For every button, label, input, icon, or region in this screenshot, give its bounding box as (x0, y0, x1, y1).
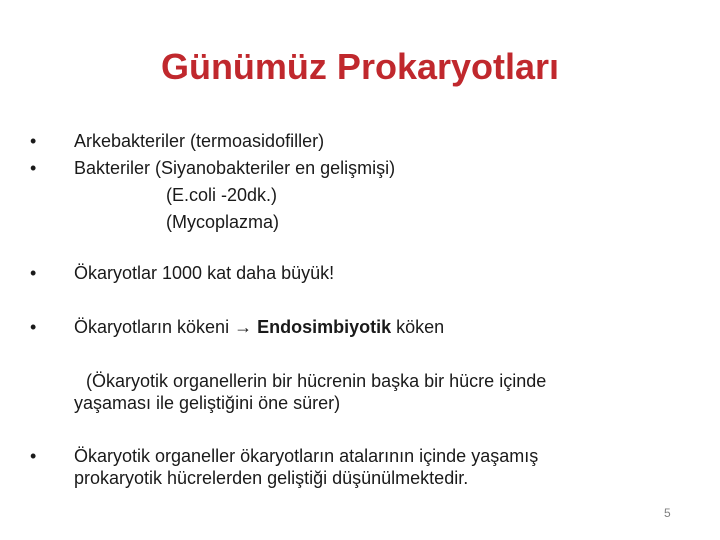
origin-suffix: köken (391, 317, 445, 337)
slide-title: Günümüz Prokaryotları (160, 46, 560, 87)
bullet-marker: • (30, 131, 37, 151)
organelle-line-1: Ökaryotik organeller ökaryotların atalarının içinde yaşamış (74, 446, 539, 466)
eukaryote-size-item: Ökaryotlar 1000 kat daha büyük! (74, 263, 335, 283)
note-line-2: yaşaması ile geliştiğini öne sürer) (74, 393, 341, 413)
origin-emphasis: Endosimbiyotik (257, 317, 392, 337)
ecoli-subitem: (E.coli -20dk.) (166, 185, 278, 205)
bacteria-item: Bakteriler (Siyanobakteriler en gelişmişi) (74, 158, 396, 178)
page-number: 5 (664, 506, 671, 520)
bullet-marker: • (30, 158, 37, 178)
mycoplasma-subitem: (Mycoplazma) (166, 212, 280, 232)
origin-prefix: Ökaryotların kökeni → (74, 317, 258, 337)
note-line-1: (Ökaryotik organellerin bir hücrenin başka bir hücre içinde (86, 371, 547, 391)
bullet-marker: • (30, 317, 37, 337)
origin-item (74, 316, 444, 338)
bullet-marker: • (30, 446, 37, 466)
archaea-item: Arkebakteriler (termoasidofiller) (74, 131, 325, 151)
organelle-line-2: prokaryotik hücrelerden geliştiği düşünülmektedir. (74, 468, 469, 488)
bullet-marker: • (30, 263, 37, 283)
